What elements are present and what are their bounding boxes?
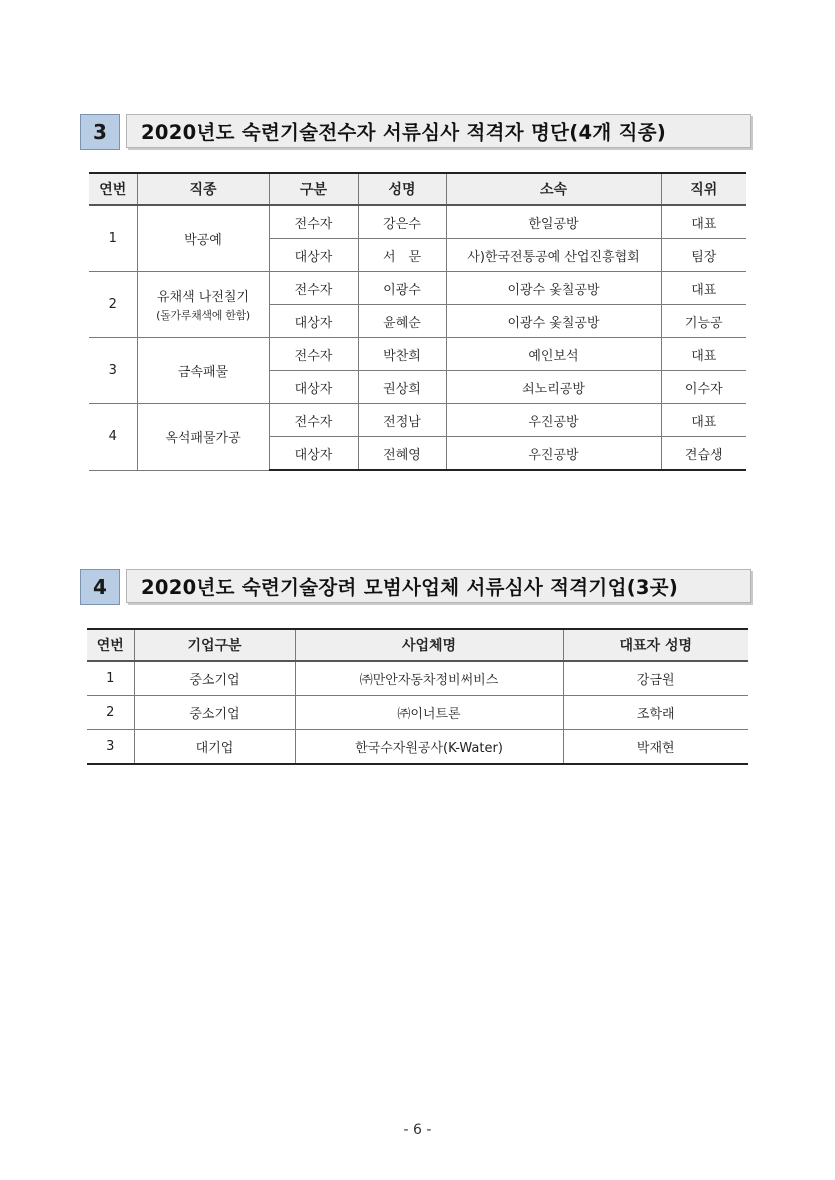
cell-company: ㈜이너트론: [295, 696, 563, 730]
header-company: 사업체명: [295, 629, 563, 661]
cell-name: 전혜영: [358, 437, 446, 471]
cell-name: 이광수: [358, 272, 446, 305]
cell-ceo: 조학래: [563, 696, 748, 730]
cell-type: 전수자: [269, 205, 358, 239]
section-3-number: 3: [80, 114, 120, 150]
table-row: [87, 696, 748, 730]
cell-type: 대상자: [269, 371, 358, 404]
cell-trade: 박공예: [137, 205, 269, 272]
header-type: 구분: [269, 173, 358, 205]
table-row: [89, 338, 746, 371]
cell-category: 중소기업: [134, 661, 295, 696]
cell-name: 서 문: [358, 239, 446, 272]
cell-type: 대상자: [269, 437, 358, 471]
cell-trade: 옥석패물가공: [137, 404, 269, 471]
cell-no: 2: [89, 272, 137, 338]
table-row: [89, 205, 746, 239]
cell-org: 한일공방: [446, 205, 661, 239]
cell-ceo: 박재현: [563, 730, 748, 765]
cell-category: 중소기업: [134, 696, 295, 730]
cell-no: 2: [87, 696, 134, 730]
trade-label: 유채색 나전칠기: [156, 290, 250, 305]
header-org: 소속: [446, 173, 661, 205]
header-trade: 직종: [137, 173, 269, 205]
cell-position: 대표: [661, 338, 746, 371]
cell-type: 전수자: [269, 404, 358, 437]
header-name: 성명: [358, 173, 446, 205]
cell-name: 박찬희: [358, 338, 446, 371]
cell-position: 견습생: [661, 437, 746, 471]
cell-org: 우진공방: [446, 437, 661, 471]
table-row: [87, 661, 748, 696]
header-no: 연번: [87, 629, 134, 661]
cell-no: 1: [87, 661, 134, 696]
cell-position: 팀장: [661, 239, 746, 272]
cell-org: 예인보석: [446, 338, 661, 371]
section-4-title: 2020년도 숙련기술장려 모범사업체 서류심사 적격기업(3곳): [126, 569, 751, 603]
section-4-header: [80, 569, 753, 605]
header-no: 연번: [89, 173, 137, 205]
section-3-title: 2020년도 숙련기술전수자 서류심사 적격자 명단(4개 직종): [126, 114, 751, 148]
cell-org: 이광수 옻칠공방: [446, 272, 661, 305]
cell-no: 1: [89, 205, 137, 272]
cell-org: 쇠노리공방: [446, 371, 661, 404]
cell-name: 윤혜순: [358, 305, 446, 338]
header-category: 기업구분: [134, 629, 295, 661]
cell-company: ㈜만안자동차정비써비스: [295, 661, 563, 696]
table-row: [89, 404, 746, 437]
section-4-number: 4: [80, 569, 120, 605]
cell-position: 대표: [661, 272, 746, 305]
cell-position: 대표: [661, 404, 746, 437]
cell-company: 한국수자원공사(K-Water): [295, 730, 563, 765]
cell-no: 3: [87, 730, 134, 765]
cell-type: 전수자: [269, 338, 358, 371]
cell-type: 대상자: [269, 239, 358, 272]
cell-org: 이광수 옻칠공방: [446, 305, 661, 338]
header-position: 직위: [661, 173, 746, 205]
cell-trade: [137, 272, 269, 338]
cell-type: 전수자: [269, 272, 358, 305]
cell-no: 4: [89, 404, 137, 471]
cell-type: 대상자: [269, 305, 358, 338]
trade-note: (돌가루채색에 한함): [156, 309, 250, 322]
cell-name: 권상희: [358, 371, 446, 404]
cell-position: 기능공: [661, 305, 746, 338]
table-header-row: [89, 173, 746, 205]
cell-ceo: 강금원: [563, 661, 748, 696]
header-ceo: 대표자 성명: [563, 629, 748, 661]
cell-category: 대기업: [134, 730, 295, 765]
section-3-header: [80, 114, 753, 150]
cell-position: 이수자: [661, 371, 746, 404]
candidates-table: [89, 172, 746, 471]
cell-org: 사)한국전통공예 산업진흥협회: [446, 239, 661, 272]
table-header-row: [87, 629, 748, 661]
cell-name: 전정남: [358, 404, 446, 437]
companies-table: [87, 628, 748, 765]
table-row: [89, 272, 746, 305]
cell-no: 3: [89, 338, 137, 404]
cell-position: 대표: [661, 205, 746, 239]
cell-name: 강은수: [358, 205, 446, 239]
table-row: [87, 730, 748, 765]
page-number: - 6 -: [403, 1122, 432, 1138]
cell-org: 우진공방: [446, 404, 661, 437]
cell-trade: 금속패물: [137, 338, 269, 404]
